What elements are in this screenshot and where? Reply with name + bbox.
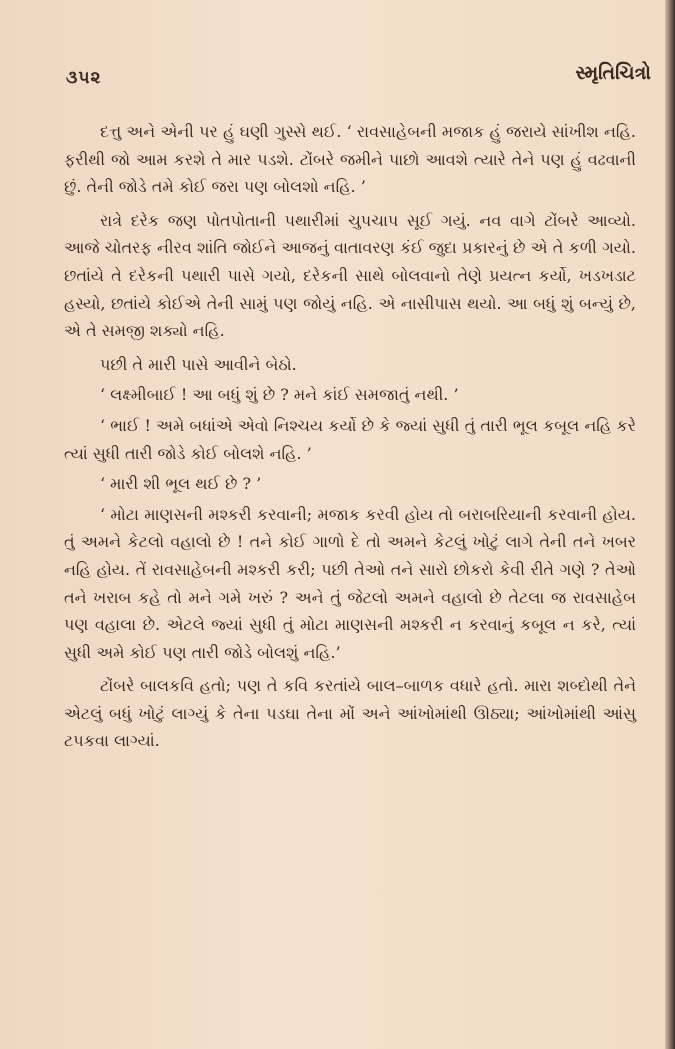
page-header	[66, 58, 651, 98]
paragraph: દત્તુ અને એની પર હું ઘણી ગુસ્સે થઈ. ‘ રાવસાહેબની મજાક હું જરાયે સાંખીશ નહિ. ફરીથી જો આમ કરશે તે માર પડશે. ટોંબરે જમીને પાછો આવશે ત્યારે તેને પણ હું વઢવાની છું. તેની જોડે તમે કોઈ જરા પણ બોલશો નહિ. ’	[64, 122, 636, 197]
paragraph: રાત્રે દરેક જણ પોતપોતાની પથારીમાં ચુપચાપ સૂઈ ગયું. નવ વાગે ટોંબરે આવ્યો. આજે ચોતરફ નીરવ શાંતિ જોઈને આજનું વાતાવરણ કંઈ જુદા પ્રકારનું છે એ તે કળી ગયો. છતાંયે તે દરેકની પથારી પાસે ગયો, દરેકની સાથે બોલવાનો તેણે પ્રયત્ન કર્યો, ખડખડાટ હસ્યો, છતાંયે કોઈએ તેની સામું પણ જોયું નહિ. એ નાસીપાસ થયો. આ બધું શું બન્યું છે, એ તે સમજી શક્યો નહિ.	[64, 210, 636, 341]
page-edge	[665, 0, 675, 1049]
running-title: સ્મૃતિચિત્રો	[575, 62, 651, 84]
paragraph: ‘ મારી શી ભૂલ થઈ છે ? ’	[100, 474, 262, 494]
paragraph: ટોંબરે બાલકવિ હતો; પણ તે કવિ કરતાંયે બાલ–બાળક વધારે હતો. મારા શબ્દોથી તેને એટલું બધું ખોટું લાગ્યું કે તેના પડઘા તેના મોં અને આંખોમાંથી ઊઠ્યા; આંખોમાંથી આંસુ ટપકવા લાગ્યાં.	[64, 676, 636, 751]
body-text	[64, 118, 636, 761]
page-number: ૩૫૨	[66, 68, 102, 88]
paragraph: પછી તે મારી પાસે આવીને બેઠો.	[100, 354, 297, 374]
paragraph: ‘ લક્ષ્મીબાઈ ! આ બધું શું છે ? મને કાંઈ સમજાતું નથી. ’	[100, 385, 459, 405]
paragraph: ‘ ભાઈ ! અમે બધાંએ એવો નિશ્ચય કર્યો છે કે જ્યાં સુધી તું તારી ભૂલ કબૂલ નહિ કરે ત્યાં સુધી તારી જોડે કોઈ બોલશે નહિ. ’	[64, 415, 636, 463]
paragraph: ‘ મોટા માણસની મશ્કરી કરવાની; મજાક કરવી હોય તો બરાબરિયાની કરવાની હોય. તું અમને કેટલો વહાલો છે ! તને કોઈ ગાળો દે તો અમને કેટલું ખોટું લાગે તેની તને ખબર નહિ હોય. તેં રાવસાહેબની મશ્કરી કરી; પછી તેઓ તને સારો છોકરો કેવી રીતે ગણે ? તેઓ તને ખરાબ કહે તો મને ગમે ખરું ? અને તું જેટલો અમને વહાલો છે તેટલા જ રાવસાહેબ પણ વહાલા છે. એટલે જ્યાં સુધી તું મોટા માણસની મશ્કરી ન કરવાનું કબૂલ ન કરે, ત્યાં સુધી અમે કોઈ પણ તારી જોડે બોલશું નહિ.’	[64, 504, 636, 662]
